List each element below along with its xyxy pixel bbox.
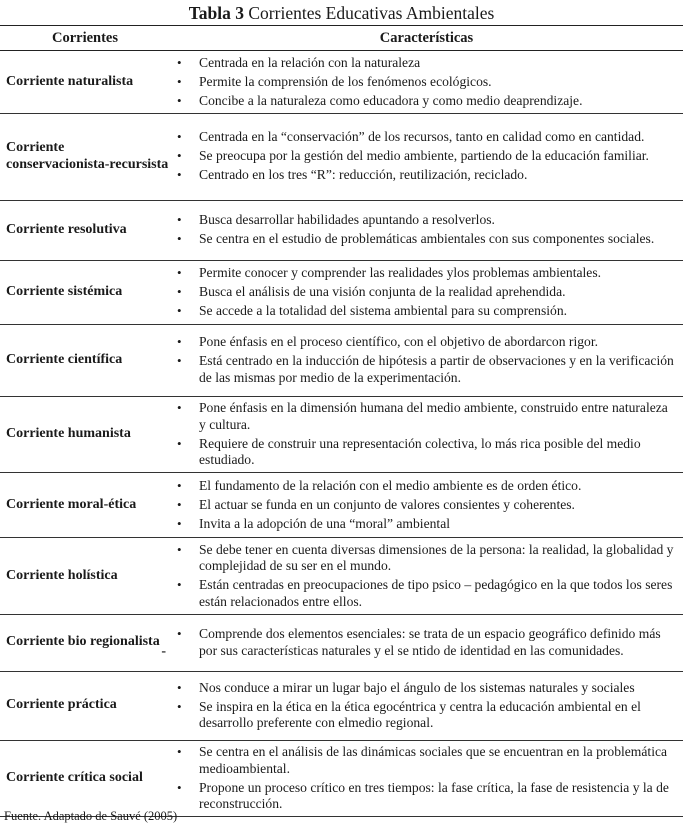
bullet-dot-icon: • bbox=[177, 435, 182, 451]
current-name-cell bbox=[0, 740, 170, 817]
characteristic-text: Concibe a la naturaleza como educadora y como medio deaprendizaje. bbox=[199, 92, 583, 108]
characteristics-list bbox=[170, 397, 683, 473]
current-name: Corriente práctica bbox=[6, 697, 117, 713]
current-name-wrap bbox=[6, 697, 170, 714]
bullet-dot-icon: • bbox=[177, 626, 182, 641]
bullet-dot-icon: • bbox=[177, 679, 182, 695]
bullet-dot-icon: • bbox=[177, 167, 182, 183]
bullet-dot-icon: • bbox=[177, 212, 182, 228]
characteristics-cell bbox=[170, 473, 683, 538]
characteristics-cell bbox=[170, 200, 683, 260]
characteristic-text: Se preocupa por la gestión del medio ambiente, partiendo de la educación familiar. bbox=[199, 148, 649, 164]
column-header-characteristics: Características bbox=[170, 26, 683, 51]
characteristics-list bbox=[170, 538, 683, 614]
bullet-dot-icon: • bbox=[177, 496, 182, 512]
characteristic-text: Permite conocer y comprender las realidades ylos problemas ambientales. bbox=[199, 264, 602, 280]
characteristics-list bbox=[170, 623, 683, 663]
stray-dash: - bbox=[161, 644, 166, 660]
characteristic-text: Se centra en el estudio de problemáticas ambientales con sus componentes sociales. bbox=[199, 231, 655, 247]
characteristic-text: El actuar se funda en un conjunto de valores consientes y coherentes. bbox=[199, 496, 575, 512]
list-item bbox=[170, 780, 677, 813]
bullet-dot-icon: • bbox=[177, 283, 182, 299]
current-name-cell bbox=[0, 614, 170, 671]
current-name: Corriente holística bbox=[6, 567, 118, 583]
bullet-dot-icon: • bbox=[177, 577, 182, 592]
current-name-wrap bbox=[6, 74, 170, 91]
current-name-wrap bbox=[6, 770, 170, 787]
characteristic-text: Centrado en los tres “R”: reducción, reutilización, reciclado. bbox=[199, 167, 528, 183]
characteristic-text: Permite la comprensión de los fenómenos ecológicos. bbox=[199, 73, 492, 89]
list-item bbox=[170, 542, 677, 575]
list-item bbox=[170, 167, 677, 184]
bullet-dot-icon: • bbox=[177, 148, 182, 164]
characteristic-text: Se debe tener en cuenta diversas dimensiones de la persona: la realidad, la globalidad y complejidad de su ser en el mundo. bbox=[199, 541, 674, 573]
bullet-dot-icon: • bbox=[177, 779, 182, 795]
table-row bbox=[0, 200, 683, 260]
characteristic-text: Comprende dos elementos esenciales: se trata de un espacio geográfico definido más por sus características naturales y el se ntido de identidad en las comunidades. bbox=[199, 626, 661, 658]
bullet-dot-icon: • bbox=[177, 353, 182, 368]
characteristics-cell bbox=[170, 51, 683, 114]
list-item bbox=[170, 516, 677, 533]
bullet-dot-icon: • bbox=[177, 129, 182, 145]
list-item bbox=[170, 334, 677, 351]
table-header-row bbox=[0, 26, 683, 51]
characteristics-cell bbox=[170, 324, 683, 396]
table-row bbox=[0, 113, 683, 200]
list-item bbox=[170, 497, 677, 514]
list-item bbox=[170, 231, 677, 248]
table-title: Corrientes Educativas Ambientales bbox=[248, 3, 495, 23]
bullet-dot-icon: • bbox=[177, 698, 182, 714]
characteristic-text: Propone un proceso crítico en tres tiempos: la fase crítica, la fase de resistencia y la de reconstrucción. bbox=[199, 779, 669, 811]
list-item bbox=[170, 303, 677, 320]
characteristic-text: Requiere de construir una representación colectiva, lo más rica posible del medio estudiado. bbox=[199, 435, 641, 467]
table-row bbox=[0, 324, 683, 396]
list-item bbox=[170, 55, 677, 72]
characteristic-text: Se centra en el análisis de las dinámicas sociales que se encuentran en la problemática medioambiental. bbox=[199, 744, 668, 776]
characteristic-text: Se inspira en la ética en la ética egocéntrica y centra la educación ambiental en el desarrollo preferente con elmedio regional. bbox=[199, 698, 641, 730]
characteristics-cell bbox=[170, 740, 683, 817]
list-item bbox=[170, 148, 677, 165]
list-item bbox=[170, 212, 677, 229]
table-body bbox=[0, 51, 683, 817]
bullet-dot-icon: • bbox=[177, 334, 182, 349]
current-name: Corriente naturalista bbox=[6, 73, 134, 89]
bullet-dot-icon: • bbox=[177, 73, 182, 89]
list-item bbox=[170, 265, 677, 282]
bullet-dot-icon: • bbox=[177, 264, 182, 280]
current-name-cell bbox=[0, 113, 170, 200]
list-item bbox=[170, 353, 677, 386]
characteristic-text: Se accede a la totalidad del sistema ambiental para su comprensión. bbox=[199, 302, 568, 318]
table-row bbox=[0, 614, 683, 671]
characteristic-text: Centrada en la relación con la naturaleza bbox=[199, 54, 421, 70]
column-header-currents: Corrientes bbox=[0, 26, 170, 51]
list-item bbox=[170, 436, 677, 469]
characteristic-text: Invita a la adopción de una “moral” ambiental bbox=[199, 515, 450, 531]
current-name-wrap bbox=[6, 634, 170, 660]
characteristic-text: Pone énfasis en la dimensión humana del medio ambiente, construido entre naturaleza y cultura. bbox=[199, 400, 668, 432]
bullet-dot-icon: • bbox=[177, 400, 182, 415]
current-name-wrap bbox=[6, 352, 170, 369]
bullet-dot-icon: • bbox=[177, 515, 182, 531]
current-name-wrap bbox=[6, 222, 170, 239]
current-name-wrap bbox=[6, 568, 170, 585]
list-item bbox=[170, 680, 677, 697]
current-name-cell bbox=[0, 538, 170, 615]
bullet-dot-icon: • bbox=[177, 541, 182, 557]
bullet-dot-icon: • bbox=[177, 54, 182, 70]
current-name-cell bbox=[0, 260, 170, 324]
list-item bbox=[170, 626, 677, 659]
list-item bbox=[170, 74, 677, 91]
characteristics-cell bbox=[170, 671, 683, 740]
current-name-cell bbox=[0, 200, 170, 260]
current-name: Corriente humanista bbox=[6, 426, 131, 441]
table-row bbox=[0, 260, 683, 324]
list-item bbox=[170, 478, 677, 495]
current-name: Corriente bio regionalista bbox=[6, 634, 160, 650]
characteristic-text: El fundamento de la relación con el medio ambiente es de orden ético. bbox=[199, 477, 582, 493]
characteristics-list bbox=[170, 474, 683, 536]
characteristic-text: Está centrado en la inducción de hipótesis a partir de observaciones y en la verificación de las mismas por medio de la experimentación. bbox=[199, 353, 674, 385]
current-name-cell bbox=[0, 671, 170, 740]
list-item bbox=[170, 400, 677, 433]
table-row bbox=[0, 396, 683, 473]
characteristics-cell bbox=[170, 396, 683, 473]
characteristics-cell bbox=[170, 260, 683, 324]
list-item bbox=[170, 129, 677, 146]
characteristic-text: Están centradas en preocupaciones de tipo psico – pedagógico en la que todos los seres están relacionados entre ellos. bbox=[199, 577, 673, 609]
current-name-wrap bbox=[6, 140, 170, 173]
current-name-cell bbox=[0, 396, 170, 473]
characteristics-list bbox=[170, 51, 683, 113]
characteristics-cell bbox=[170, 538, 683, 615]
characteristic-text: Busca el análisis de una visión conjunta de la realidad aprehendida. bbox=[199, 283, 566, 299]
current-name-cell bbox=[0, 324, 170, 396]
table-number: Tabla 3 bbox=[188, 3, 244, 23]
current-name: Corriente conservacionista-recursista bbox=[6, 140, 169, 172]
current-name-cell bbox=[0, 473, 170, 538]
characteristic-text: Centrada en la “conservación” de los recursos, tanto en calidad como en cantidad. bbox=[199, 129, 645, 145]
table-row bbox=[0, 740, 683, 817]
characteristics-list bbox=[170, 209, 683, 252]
table-row bbox=[0, 51, 683, 114]
bullet-dot-icon: • bbox=[177, 744, 182, 759]
bullet-dot-icon: • bbox=[177, 477, 182, 493]
characteristics-cell bbox=[170, 113, 683, 200]
current-name: Corriente crítica social bbox=[6, 770, 143, 785]
current-name: Corriente resolutiva bbox=[6, 221, 127, 237]
current-name-wrap bbox=[6, 426, 170, 443]
current-name: Corriente científica bbox=[6, 351, 123, 367]
characteristics-list bbox=[170, 676, 683, 735]
currents-table bbox=[0, 25, 683, 817]
current-name-wrap bbox=[6, 497, 170, 514]
characteristics-list bbox=[170, 741, 683, 817]
current-name: Corriente moral-ética bbox=[6, 496, 137, 512]
characteristics-cell bbox=[170, 614, 683, 671]
list-item bbox=[170, 577, 677, 610]
list-item bbox=[170, 744, 677, 777]
table-row bbox=[0, 473, 683, 538]
source-note: Fuente. Adaptado de Sauvé (2005) bbox=[4, 809, 178, 823]
bullet-dot-icon: • bbox=[177, 231, 182, 247]
current-name: Corriente sistémica bbox=[6, 283, 123, 299]
characteristics-list bbox=[170, 126, 683, 188]
current-name-cell bbox=[0, 51, 170, 114]
bullet-dot-icon: • bbox=[177, 302, 182, 318]
characteristic-text: Busca desarrollar habilidades apuntando a resolverlos. bbox=[199, 212, 495, 228]
characteristics-list bbox=[170, 331, 683, 390]
list-item bbox=[170, 699, 677, 732]
current-name-wrap bbox=[6, 284, 170, 301]
bullet-dot-icon: • bbox=[177, 92, 182, 108]
characteristic-text: Pone énfasis en el proceso científico, con el objetivo de abordarcon rigor. bbox=[199, 334, 598, 349]
table-row bbox=[0, 671, 683, 740]
table-caption bbox=[0, 3, 683, 23]
table-row bbox=[0, 538, 683, 615]
list-item bbox=[170, 284, 677, 301]
characteristics-list bbox=[170, 261, 683, 323]
characteristic-text: Nos conduce a mirar un lugar bajo el ángulo de los sistemas naturales y sociales bbox=[199, 679, 635, 695]
list-item bbox=[170, 93, 677, 110]
